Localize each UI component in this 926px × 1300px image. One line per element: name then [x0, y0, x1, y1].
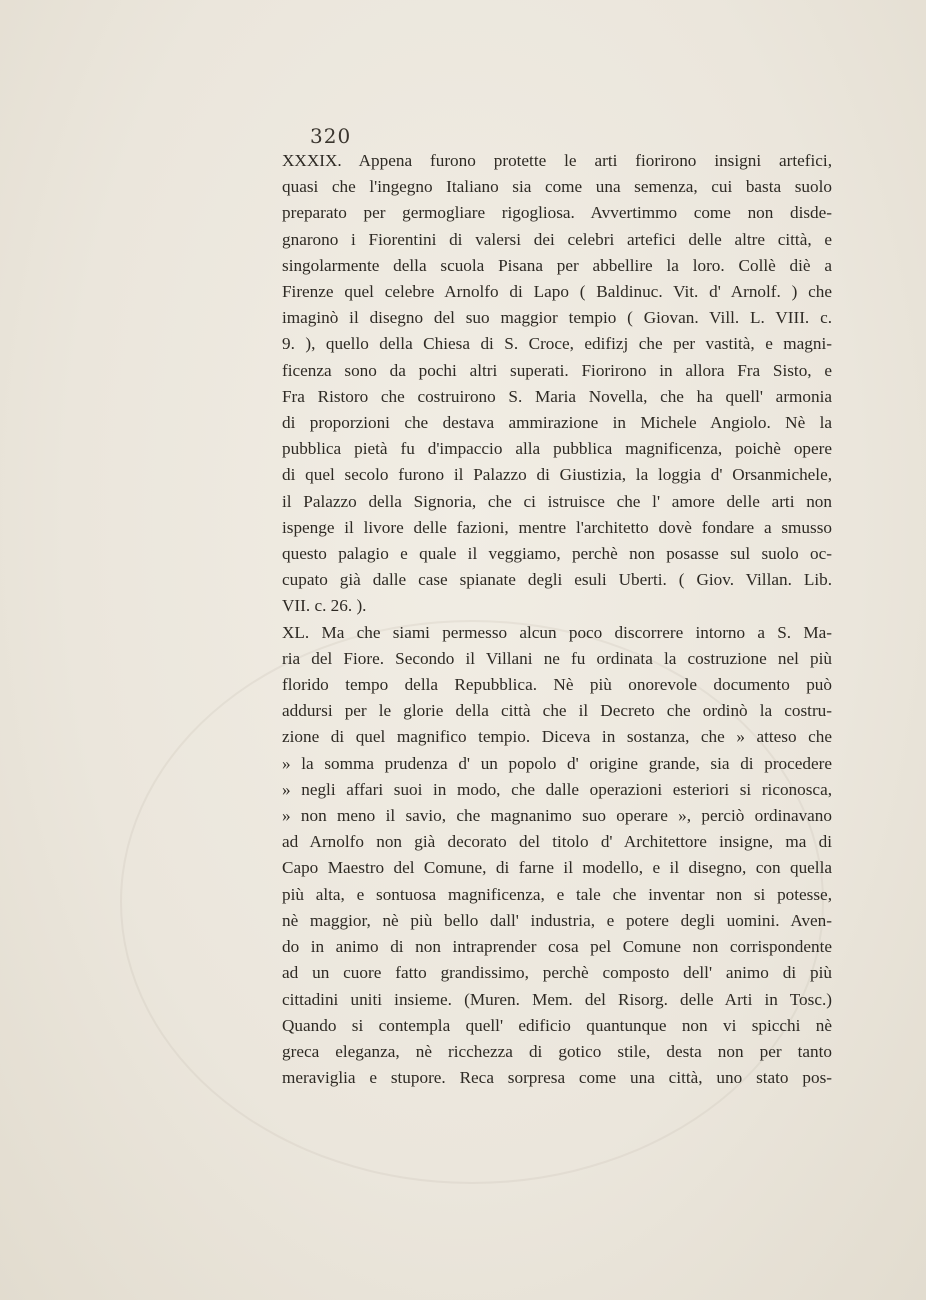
- text-line: greca eleganza, nè ricchezza di gotico stile, desta non per tanto: [282, 1041, 832, 1061]
- text-line: zione di quel magnifico tempio. Diceva in sostanza, che » atteso che: [282, 727, 832, 747]
- text-line: quasi che l'ingegno Italiano sia come una semenza, cui basta suolo: [282, 177, 832, 197]
- text-line: » negli affari suoi in modo, che dalle operazioni esteriori si riconosca,: [282, 779, 832, 799]
- text-line: XXXIX. Appena furono protette le arti fiorirono insigni artefici,: [282, 151, 832, 170]
- text-line: 9. ), quello della Chiesa di S. Croce, edifizj che per vastità, e magni-: [282, 334, 832, 354]
- text-line: Firenze quel celebre Arnolfo di Lapo ( Baldinuc. Vit. d' Arnolf. ) che: [282, 282, 832, 302]
- text-line: singolarmente della scuola Pisana per abbellire la loro. Collè diè a: [282, 255, 832, 275]
- text-line: Capo Maestro del Comune, di farne il modello, e il disegno, con quella: [282, 858, 832, 878]
- text-line: questo palagio e quale il veggiamo, perchè non posasse sul suolo oc-: [282, 544, 832, 564]
- text-line: cupato già dalle case spianate degli esuli Uberti. ( Giov. Villan. Lib.: [282, 570, 832, 590]
- text-line: imaginò il disegno del suo maggior tempio ( Giovan. Vill. L. VIII. c.: [282, 308, 832, 328]
- text-line: di quel secolo furono il Palazzo di Giustizia, la loggia d' Orsanmichele,: [282, 465, 832, 485]
- text-line: do in animo di non intraprender cosa pel Comune non corrispondente: [282, 937, 832, 957]
- text-line: Fra Ristoro che costruirono S. Maria Novella, che ha quell' armonia: [282, 386, 832, 406]
- text-line: ispenge il livore delle fazioni, mentre l'architetto dovè fondare a smusso: [282, 517, 832, 537]
- text-line: cittadini uniti insieme. (Muren. Mem. del Risorg. delle Arti in Tosc.): [282, 989, 832, 1009]
- text-line: florido tempo della Repubblica. Nè più onorevole documento può: [282, 675, 832, 695]
- text-line: Quando si contempla quell' edificio quantunque non vi spicchi nè: [282, 1015, 832, 1035]
- text-line: preparato per germogliare rigogliosa. Avvertimmo come non disde-: [282, 203, 832, 223]
- page-number: 320: [310, 124, 352, 148]
- text-line: ad un cuore fatto grandissimo, perchè composto dell' animo di più: [282, 963, 832, 983]
- body-text: [282, 148, 832, 1091]
- text-line: gnarono i Fiorentini di valersi dei celebri artefici delle altre città, e: [282, 229, 832, 249]
- text-line: più alta, e sontuosa magnificenza, e tale che inventar non si potesse,: [282, 884, 832, 904]
- text-line: VII. c. 26. ).: [282, 596, 367, 616]
- text-line: ficenza sono da pochi altri superati. Fiorirono in allora Fra Sisto, e: [282, 360, 832, 380]
- text-line: nè maggior, nè più bello dall' industria, e potere degli uomini. Aven-: [282, 910, 832, 930]
- text-line: ria del Fiore. Secondo il Villani ne fu ordinata la costruzione nel più: [282, 648, 832, 668]
- text-line: addursi per le glorie della città che il Decreto che ordinò la costru-: [282, 701, 832, 721]
- text-line: » non meno il savio, che magnanimo suo operare », perciò ordinavano: [282, 806, 832, 826]
- text-line: di proporzioni che destava ammirazione in Michele Angiolo. Nè la: [282, 413, 832, 433]
- text-line: ad Arnolfo non già decorato del titolo d' Architettore insigne, ma di: [282, 832, 832, 852]
- text-line: XL. Ma che siami permesso alcun poco discorrere intorno a S. Ma-: [282, 622, 832, 642]
- text-line: meraviglia e stupore. Reca sorpresa come una città, uno stato pos-: [282, 1068, 832, 1088]
- text-line: pubblica pietà fu d'impaccio alla pubblica magnificenza, poichè opere: [282, 439, 832, 459]
- text-line: il Palazzo della Signoria, che ci istruisce che l' amore delle arti non: [282, 491, 832, 511]
- text-line: » la somma prudenza d' un popolo d' origine grande, sia di procedere: [282, 753, 832, 773]
